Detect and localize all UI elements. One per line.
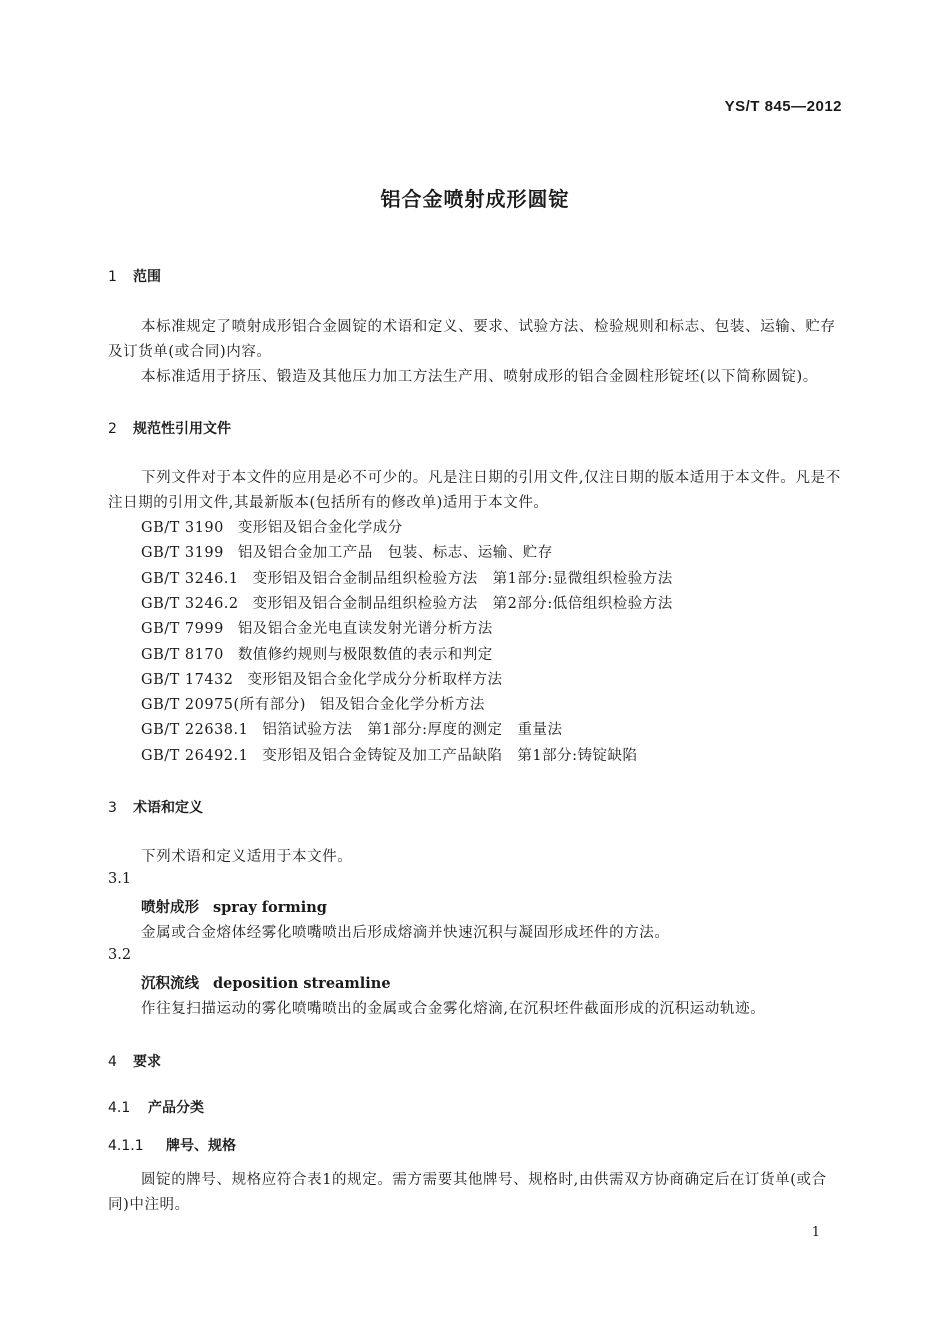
section-number: 1 — [108, 269, 117, 285]
section-3-paragraph-1: 下列术语和定义适用于本文件。 — [141, 849, 353, 865]
section-title: 规范性引用文件 — [133, 421, 231, 437]
section-number: 2 — [108, 421, 117, 437]
reference-title: 数值修约规则与极限数值的表示和判定 — [237, 647, 493, 663]
reference-title: 铝箔试验方法 第1部分:厚度的测定 重量法 — [262, 722, 563, 738]
reference-code: GB/T 22638.1 — [141, 722, 249, 738]
standard-code: YS/T 845—2012 — [724, 98, 842, 115]
reference-item — [141, 668, 503, 689]
term-definition: 金属或合金熔体经雾化喷嘴喷出后形成熔滴并快速沉积与凝固形成坯件的方法。 — [141, 925, 670, 941]
reference-code: GB/T 3199 — [141, 545, 224, 561]
section-number: 4.1 — [108, 1100, 131, 1116]
reference-title: 变形铝及铝合金化学成分分析取样方法 — [247, 672, 503, 688]
reference-item — [141, 617, 493, 638]
reference-title: 变形铝及铝合金化学成分 — [237, 520, 403, 536]
document-title: 铝合金喷射成形圆锭 — [380, 187, 570, 211]
section-title: 要求 — [133, 1054, 161, 1070]
reference-title: 铝及铝合金光电直读发射光谱分析方法 — [237, 621, 493, 637]
reference-title: 变形铝及铝合金制品组织检验方法 第1部分:显微组织检验方法 — [252, 571, 673, 587]
reference-code: GB/T 3246.2 — [141, 596, 239, 612]
term-number: 3.2 — [108, 947, 132, 963]
reference-item — [141, 643, 493, 664]
section-4-1-1-paragraph-1: 圆锭的牌号、规格应符合表1的规定。需方需要其他牌号、规格时,由供需双方协商确定后在订货单(或合同)中注明。 — [108, 1172, 827, 1213]
reference-code: GB/T 20975(所有部分) — [141, 697, 306, 713]
section-title: 产品分类 — [148, 1100, 204, 1116]
section-title: 牌号、规格 — [166, 1138, 236, 1154]
section-4-1-heading — [108, 1097, 204, 1117]
section-number: 3 — [108, 800, 117, 816]
section-number: 4 — [108, 1054, 117, 1070]
reference-title: 铝及铝合金化学分析方法 — [319, 697, 485, 713]
reference-title: 变形铝及铝合金制品组织检验方法 第2部分:低倍组织检验方法 — [252, 596, 673, 612]
reference-item — [141, 744, 637, 765]
reference-code: GB/T 3190 — [141, 520, 224, 536]
reference-code: GB/T 7999 — [141, 621, 224, 637]
section-1-heading — [108, 266, 161, 286]
term-zh: 沉积流线 — [141, 975, 199, 992]
section-title: 术语和定义 — [133, 800, 203, 816]
term-zh: 喷射成形 — [141, 899, 199, 916]
reference-code: GB/T 26492.1 — [141, 748, 249, 764]
reference-item — [141, 693, 485, 714]
reference-item — [141, 541, 553, 562]
reference-code: GB/T 3246.1 — [141, 571, 239, 587]
section-number: 4.1.1 — [108, 1138, 144, 1154]
reference-item — [141, 567, 673, 588]
section-4-heading — [108, 1051, 161, 1071]
reference-title: 变形铝及铝合金铸锭及加工产品缺陷 第1部分:铸锭缺陷 — [262, 748, 638, 764]
reference-item — [141, 718, 562, 739]
term-definition: 作往复扫描运动的雾化喷嘴喷出的金属或合金雾化熔滴,在沉积坯件截面形成的沉积运动轨迹。 — [141, 1001, 766, 1017]
reference-code: GB/T 8170 — [141, 647, 224, 663]
section-1-paragraph-1: 本标准规定了喷射成形铝合金圆锭的术语和定义、要求、试验方法、检验规则和标志、包装、运输、贮存及订货单(或合同)内容。 — [108, 319, 836, 360]
term-en: deposition streamline — [213, 975, 391, 992]
reference-item — [141, 516, 403, 537]
section-1-paragraph-2: 本标准适用于挤压、锻造及其他压力加工方法生产用、喷射成形的铝合金圆柱形锭坯(以下简称圆锭)。 — [141, 369, 818, 385]
section-2-heading — [108, 418, 231, 438]
reference-item — [141, 592, 673, 613]
reference-code: GB/T 17432 — [141, 672, 234, 688]
page-number: 1 — [811, 1225, 820, 1240]
term-number: 3.1 — [108, 871, 132, 887]
term-en: spray forming — [213, 899, 327, 916]
term-heading — [141, 896, 327, 917]
section-2-paragraph-1: 下列文件对于本文件的应用是必不可少的。凡是注日期的引用文件,仅注日期的版本适用于本文件。凡是不注日期的引用文件,其最新版本(包括所有的修改单)适用于本文件。 — [108, 470, 841, 511]
section-4-1-1-heading — [108, 1135, 236, 1155]
term-heading — [141, 972, 391, 993]
section-title: 范围 — [133, 269, 161, 285]
reference-title: 铝及铝合金加工产品 包装、标志、运输、贮存 — [237, 545, 553, 561]
section-3-heading — [108, 797, 203, 817]
